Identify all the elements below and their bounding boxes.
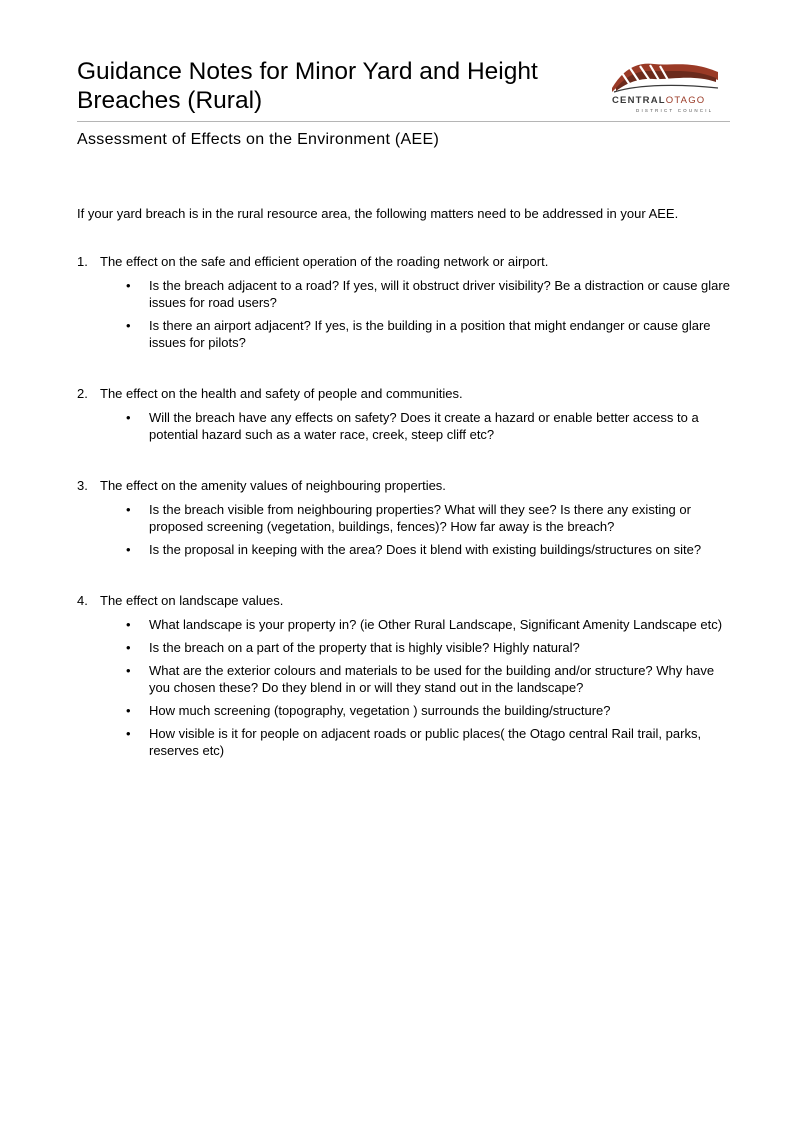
bullet-icon: •	[126, 640, 131, 655]
section-heading-text: The effect on the amenity values of neighbouring properties.	[100, 478, 446, 493]
council-logo	[610, 58, 722, 122]
bullet-list	[77, 501, 737, 558]
bullet-text: Is the breach adjacent to a road? If yes, will it obstruct driver visibility? Be a distraction or cause glare issues for road users?	[149, 278, 730, 310]
bullet-item	[77, 501, 737, 535]
logo-word-otago: OTAGO	[665, 95, 706, 106]
section-subtitle: Assessment of Effects on the Environment (AEE)	[77, 131, 440, 148]
section-heading	[77, 385, 737, 402]
bullet-icon: •	[126, 502, 131, 517]
section-heading-text: The effect on landscape values.	[100, 593, 284, 608]
bullet-text: What are the exterior colours and materials to be used for the building and/or structure? Why have you chosen these? Do they blend in or will they stand out in the landscape?	[149, 663, 715, 695]
bullet-item	[77, 317, 737, 351]
bullet-text: Is there an airport adjacent? If yes, is the building in a position that might endanger or cause glare issues for pilots?	[149, 318, 711, 350]
logo-word-central: CENTRAL	[612, 95, 666, 106]
bullet-icon: •	[126, 703, 131, 718]
bullet-icon: •	[126, 663, 131, 678]
bullet-list	[77, 409, 737, 443]
logo-subtext: DISTRICT COUNCIL	[636, 108, 714, 113]
section-heading-text: The effect on the safe and efficient operation of the roading network or airport.	[100, 254, 549, 269]
bullet-text: Is the breach on a part of the property that is highly visible? Highly natural?	[149, 640, 580, 655]
section-number: 3.	[77, 478, 88, 493]
section-heading	[77, 477, 737, 494]
bullet-icon: •	[126, 726, 131, 741]
bullet-item	[77, 616, 737, 633]
header-divider	[77, 121, 730, 122]
section-heading	[77, 592, 737, 609]
bullet-item	[77, 662, 737, 696]
assessment-sections	[77, 253, 737, 793]
bullet-icon: •	[126, 617, 131, 632]
bullet-list	[77, 616, 737, 759]
bullet-text: Will the breach have any effects on safety? Does it create a hazard or enable better access to a potential hazard such as a water race, creek, steep cliff etc?	[149, 410, 699, 442]
bullet-item	[77, 409, 737, 443]
assessment-section	[77, 385, 737, 443]
assessment-section	[77, 477, 737, 558]
section-heading	[77, 253, 737, 270]
bullet-item	[77, 725, 737, 759]
section-heading-text: The effect on the health and safety of people and communities.	[100, 386, 463, 401]
assessment-section	[77, 253, 737, 351]
bullet-icon: •	[126, 542, 131, 557]
intro-paragraph: If your yard breach is in the rural resource area, the following matters need to be addressed in your AEE.	[77, 206, 679, 221]
bullet-icon: •	[126, 278, 131, 293]
bullet-icon: •	[126, 318, 131, 333]
bullet-item	[77, 702, 737, 719]
bullet-item	[77, 639, 737, 656]
bullet-item	[77, 277, 737, 311]
bullet-list	[77, 277, 737, 351]
assessment-section	[77, 592, 737, 759]
bullet-icon: •	[126, 410, 131, 425]
bullet-text: Is the breach visible from neighbouring properties? What will they see? Is there any existing or proposed screening (vegetation, buildings, fences)? How far away is the breach?	[149, 502, 691, 534]
section-number: 4.	[77, 593, 88, 608]
bullet-text: Is the proposal in keeping with the area? Does it blend with existing buildings/structures on site?	[149, 542, 702, 557]
bullet-text: How visible is it for people on adjacent roads or public places( the Otago central Rail trail, parks, reserves etc)	[149, 726, 702, 758]
page-title: Guidance Notes for Minor Yard and Height Breaches (Rural)	[77, 58, 538, 114]
hills-logo-icon	[610, 58, 720, 94]
section-number: 2.	[77, 386, 88, 401]
section-number: 1.	[77, 254, 88, 269]
logo-wordmark	[612, 95, 705, 106]
bullet-text: How much screening (topography, vegetation ) surrounds the building/structure?	[149, 703, 611, 718]
bullet-text: What landscape is your property in? (ie Other Rural Landscape, Significant Amenity Landscape etc)	[149, 617, 723, 632]
bullet-item	[77, 541, 737, 558]
